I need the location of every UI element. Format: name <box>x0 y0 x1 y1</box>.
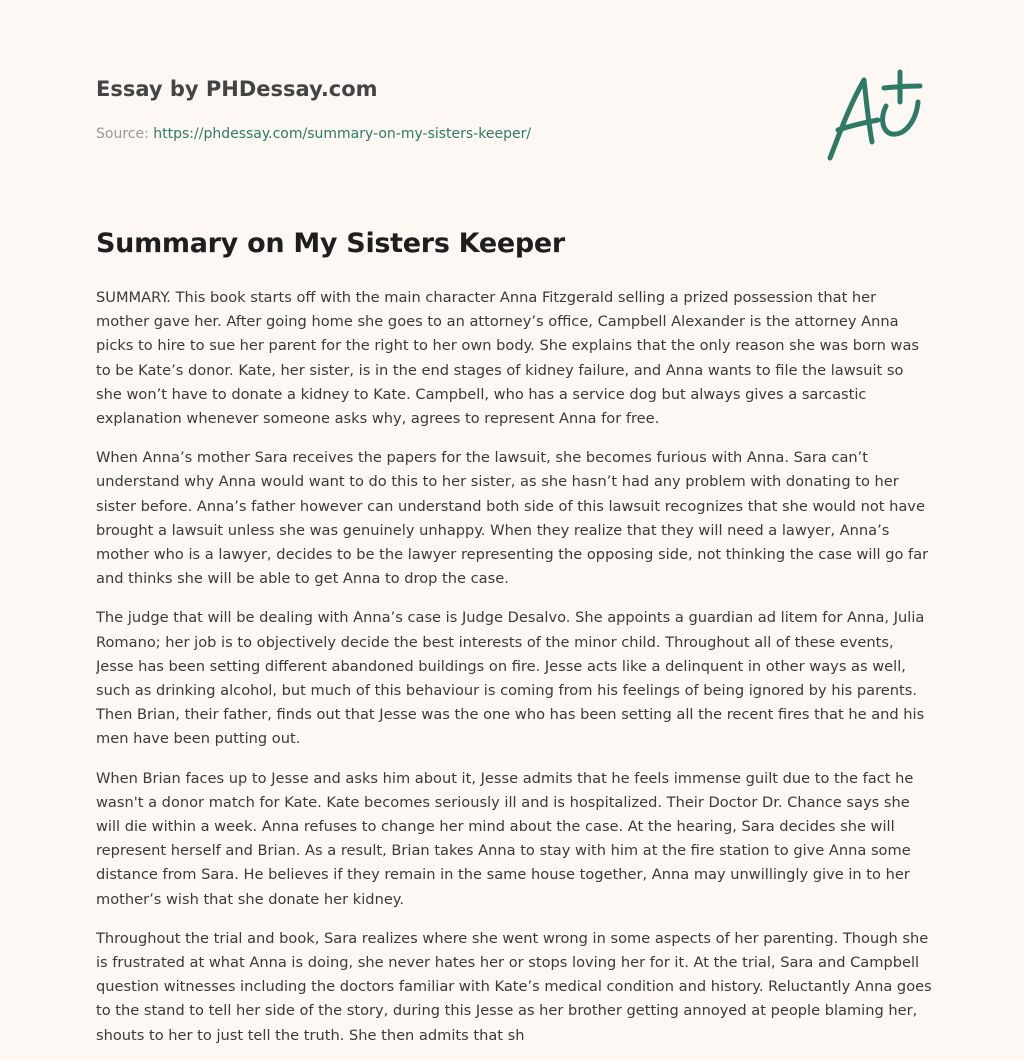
essay-paragraph: The judge that will be dealing with Anna’s case is Judge Desalvo. She appoints a guardian ad litem for Anna, Julia Romano; her job is to objectively decide the best interests of the minor child. Throughout all of these events, Jesse has been setting different abandoned buildings on fire. Jesse acts like a delinquent in other ways as well, such as drinking alcohol, but much of this behaviour is coming from his feelings of being ignored by his parents. Then Brian, their father, finds out that Jesse was the one who has been setting all the recent fires that he and his men have been putting out. <box>96 609 925 748</box>
essay-paragraph: Throughout the trial and book, Sara realizes where she went wrong in some aspects of her parenting. Though she is frustrated at what Anna is doing, she never hates her or stops loving her for it. At the trial, Sara and Campbell question witnesses including the doctors familiar with Kate’s medical condition and history. Reluctantly Anna goes to the stand to tell her side of the story, during this Jesse as her brother getting annoyed at people blaming her, shouts to her to just tell the truth. She then admits that sh <box>96 929 932 1044</box>
page-header <box>96 72 796 144</box>
site-title: Essay by PHDessay.com <box>96 77 378 101</box>
essay-paragraph: When Brian faces up to Jesse and asks him about it, Jesse admits that he feels immense guilt due to the fact he wasn't a donor match for Kate. Kate becomes seriously ill and is hospitalized. Their Doctor Dr. Chance says she will die within a week. Anna refuses to change her mind about the case. At the hearing, Sara decides she will represent herself and Brian. As a result, Brian takes Anna to stay with him at the fire station to give Anna some distance from Sara. He believes if they remain in the same house together, Anna may unwillingly give in to her mother’s wish that she donate her kidney. <box>96 769 914 908</box>
source-link[interactable]: https://phdessay.com/summary-on-my-sisters-keeper/ <box>153 126 532 142</box>
source-label: Source: <box>96 126 149 142</box>
source-line <box>96 124 796 144</box>
essay-body <box>96 286 932 1046</box>
essay-paragraph: SUMMARY. This book starts off with the main character Anna Fitzgerald selling a prized possession that her mother gave her. After going home she goes to an attorney’s office, Campbell Alexander is the attorney Anna picks to hire to sue her parent for the right to her own body. She explains that the only reason she was born was to be Kate’s donor. Kate, her sister, is in the end stages of kidney failure, and Anna wants to file the lawsuit so she won’t have to donate a kidney to Kate. Campbell, who has a service dog but always gives a sarcastic explanation whenever someone asks why, agrees to represent Anna for free. <box>96 289 920 428</box>
a-plus-icon <box>820 68 930 168</box>
essay-title: Summary on My Sisters Keeper <box>96 228 565 259</box>
essay-paragraph: When Anna’s mother Sara receives the papers for the lawsuit, she becomes furious with Anna. Sara can’t understand why Anna would want to do this to her sister, as she hasn’t had any problem with donating to her sister before. Anna’s father however can understand both side of this lawsuit recognizes that she would not have brought a lawsuit unless she was genuinely unhappy. When they realize that they will need a lawyer, Anna’s mother who is a lawyer, decides to be the lawyer representing the opposing side, not thinking the case will go far and thinks she will be able to get Anna to drop the case. <box>96 449 929 588</box>
